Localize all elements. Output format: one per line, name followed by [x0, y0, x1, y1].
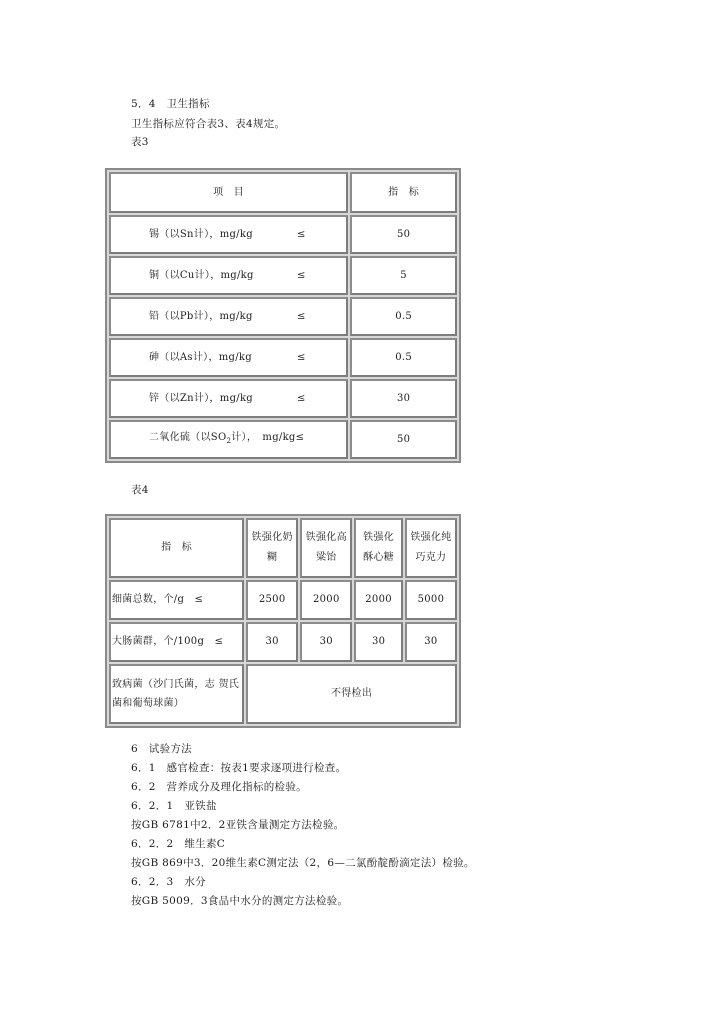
paragraph: 按GB 869中3．20维生素C测定法（2，6—二氯酚靛酚滴定法）检验。: [131, 857, 475, 869]
item-name: 锌（以Zn计），mg/kg: [149, 392, 254, 404]
row-label: 致病菌（沙门氏菌，志 贺氏菌和葡萄球菌）: [109, 664, 244, 724]
cell-value: 2000: [300, 580, 352, 620]
table-row: [109, 580, 457, 620]
section-heading: 6 试验方法: [131, 743, 192, 755]
item-name: 砷（以As计），mg/kg: [149, 351, 252, 363]
item-operator: ≤: [297, 228, 306, 240]
item-operator: ≤: [297, 269, 306, 281]
cell-value: 30: [300, 622, 352, 662]
section-heading: 5．4 卫生指标: [131, 98, 210, 110]
item-operator: ≤: [297, 310, 306, 322]
table-row: [109, 420, 457, 459]
paragraph: 按GB 5009．3食品中水分的测定方法检验。: [131, 895, 349, 907]
row-label: 大肠菌群，个/100g ≤: [109, 622, 244, 662]
item-operator: ≤: [297, 351, 306, 363]
table-4: [105, 514, 461, 728]
column-header-label: 指 标: [109, 518, 244, 578]
cell-value: 30: [354, 622, 402, 662]
item-name: 锡（以Sn计），mg/kg: [149, 228, 253, 240]
cell-value: 30: [246, 622, 298, 662]
table-header-row: [109, 172, 457, 213]
column-header: 铁强化酥心糖: [354, 518, 402, 578]
column-header: 铁强化高粱饴: [300, 518, 352, 578]
table-caption: 表3: [131, 136, 149, 148]
table-row: [109, 664, 457, 724]
table-row: [109, 379, 457, 418]
paragraph: 6．2 营养成分及理化指标的检验。: [131, 781, 307, 793]
merged-cell-value: 不得检出: [246, 664, 457, 724]
table-header-row: [109, 518, 457, 578]
item-value: 0.5: [350, 297, 457, 336]
item-value: 0.5: [350, 338, 457, 377]
cell-value: 5000: [405, 580, 457, 620]
item-name: 铅（以Pb计），mg/kg: [149, 310, 253, 322]
paragraph: 6．2．1 亚铁盐: [131, 800, 217, 812]
paragraph: 按GB 6781中2．2亚铁含量测定方法检验。: [131, 819, 345, 831]
paragraph: 6．2．3 水分: [131, 876, 206, 888]
paragraph: 卫生指标应符合表3、表4规定。: [131, 118, 286, 130]
column-header-index: 指 标: [350, 172, 457, 213]
item-operator: ≤: [297, 392, 306, 404]
table-caption: 表4: [131, 484, 149, 496]
item-value: 5: [350, 256, 457, 295]
item-value: 30: [350, 379, 457, 418]
column-header-item: 项 目: [109, 172, 348, 213]
item-name: 铜（以Cu计），mg/kg: [149, 269, 254, 281]
table-row: [109, 297, 457, 336]
column-header: 铁强化奶糊: [246, 518, 298, 578]
item-value: 50: [350, 420, 457, 459]
table-row: [109, 256, 457, 295]
paragraph: 6．2．2 维生素C: [131, 838, 226, 850]
table-row: [109, 622, 457, 662]
cell-value: 2500: [246, 580, 298, 620]
table-row: [109, 338, 457, 377]
row-label: 细菌总数，个/g ≤: [109, 580, 244, 620]
cell-value: 30: [405, 622, 457, 662]
table-row: [109, 215, 457, 254]
table-3: [105, 168, 461, 463]
item-value: 50: [350, 215, 457, 254]
paragraph: 6．1 感官检查：按表1要求逐项进行检查。: [131, 762, 347, 774]
cell-value: 2000: [354, 580, 402, 620]
item-name: 二氧化硫（以$SO_2$计）， mg/kg≤: [109, 420, 348, 459]
column-header: 铁强化纯巧克力: [405, 518, 457, 578]
